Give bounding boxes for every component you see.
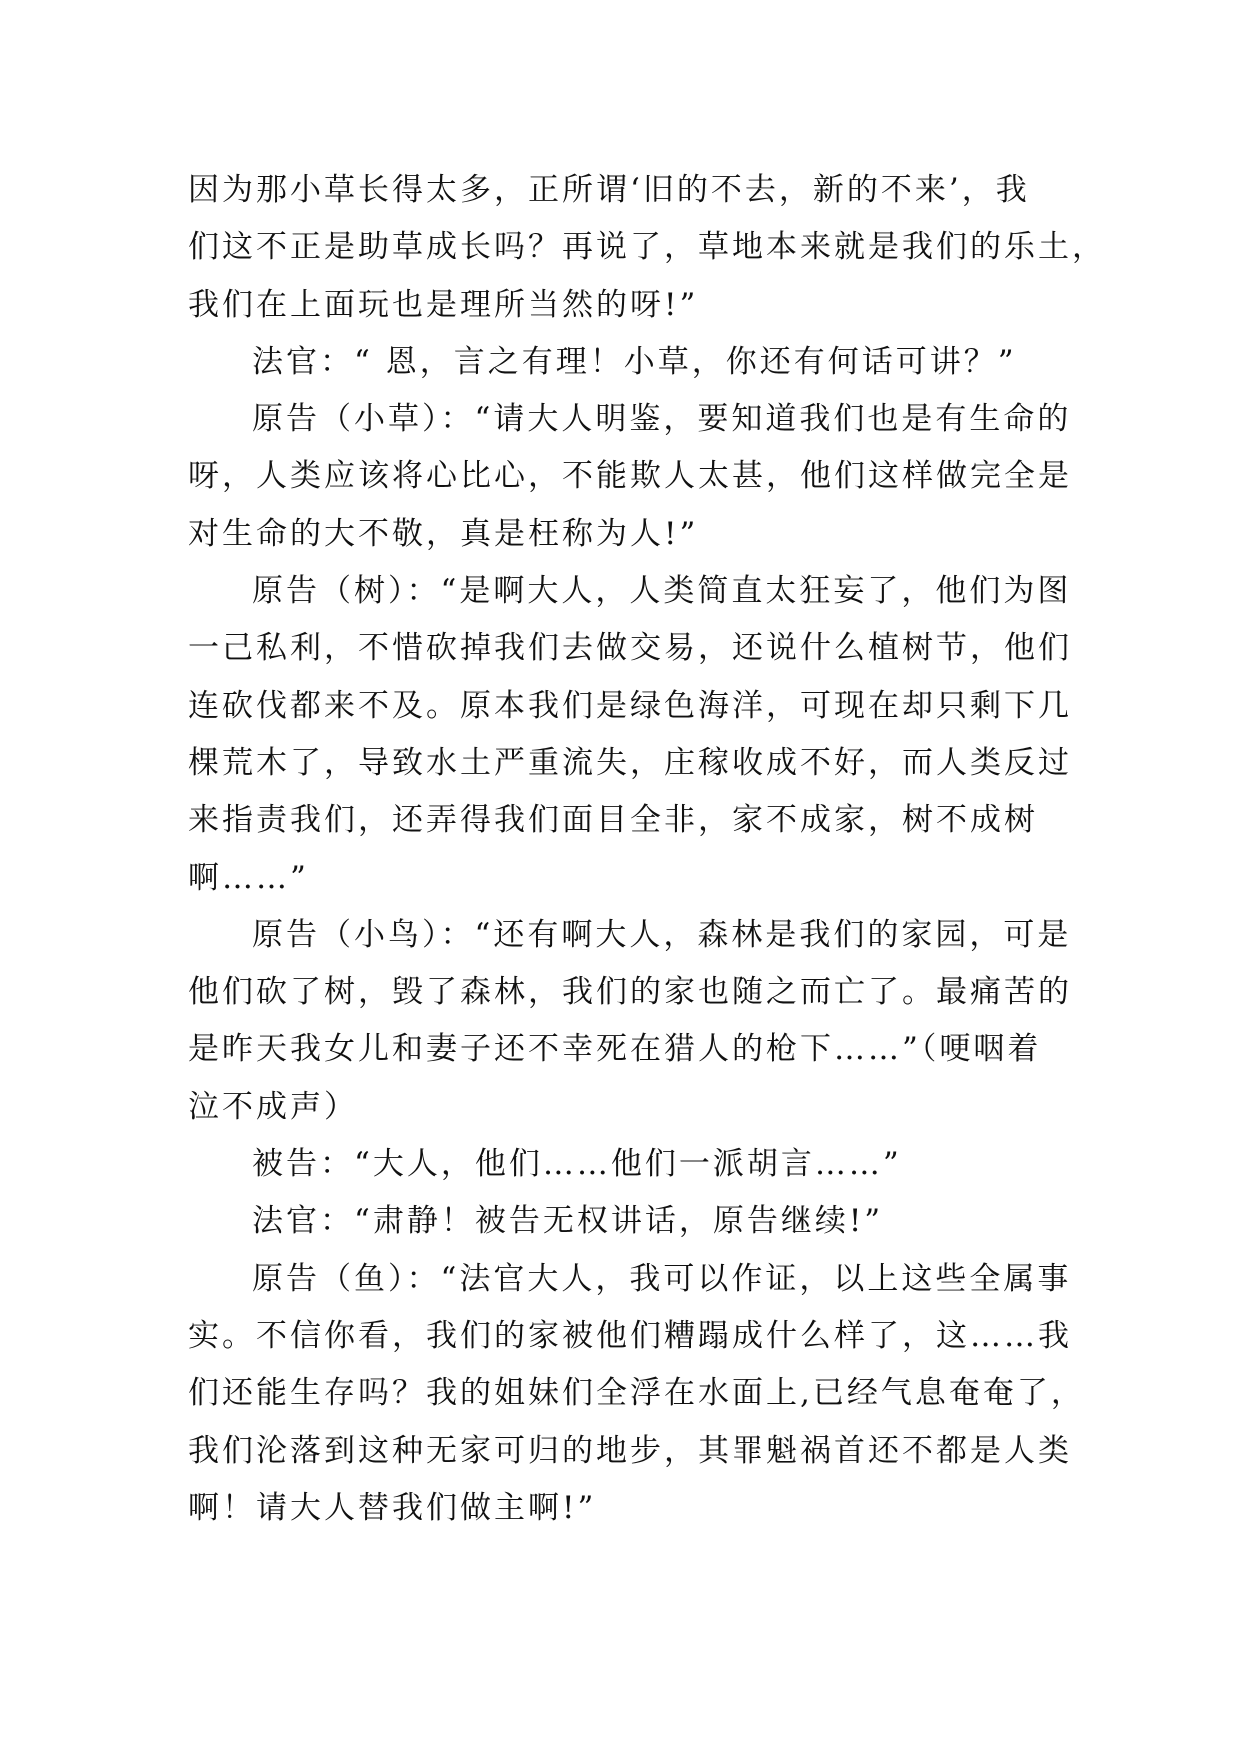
body-text — [188, 162, 1106, 1537]
text-line: 们还能生存吗？我的姐妹们全浮在水面上,已经气息奄奄了， — [188, 1375, 1085, 1412]
text-line: 棵荒木了，导致水土严重流失，庄稼收成不好，而人类反过 — [188, 744, 1072, 781]
text-line: 实。不信你看，我们的家被他们糟蹋成什么样了，这……我 — [188, 1317, 1072, 1354]
paragraph-start-line: 原告（鱼）：“法官大人，我可以作证，以上这些全属事 — [252, 1260, 1072, 1297]
text-line: 泣不成声） — [188, 1088, 358, 1125]
text-line: 对生命的大不敬，真是枉称为人!” — [188, 515, 699, 552]
text-line: 来指责我们，还弄得我们面目全非，家不成家，树不成树 — [188, 802, 1038, 839]
paragraph-start-line: 被告：“大人，他们……他们一派胡言……” — [252, 1146, 902, 1183]
text-line: 啊……” — [188, 859, 309, 896]
paragraph-start-line: 原告（小鸟）：“还有啊大人，森林是我们的家园，可是 — [252, 916, 1072, 953]
text-line: 连砍伐都来不及。原本我们是绿色海洋，可现在却只剩下几 — [188, 687, 1072, 724]
text-line: 他们砍了树，毁了森林，我们的家也随之而亡了。最痛苦的 — [188, 974, 1072, 1011]
text-line: 是昨天我女儿和妻子还不幸死在猎人的枪下……”（哽咽着 — [188, 1031, 1042, 1068]
text-line: 我们沦落到这种无家可归的地步，其罪魁祸首还不都是人类 — [188, 1432, 1072, 1469]
paragraph-start-line: 原告（树）：“是啊大人，人类简直太狂妄了，他们为图 — [252, 573, 1072, 610]
text-line: 呀，人类应该将心比心，不能欺人太甚，他们这样做完全是 — [188, 458, 1072, 495]
text-line: 我们在上面玩也是理所当然的呀!” — [188, 286, 699, 323]
paragraph-start-line: 法官：“ 恩，言之有理！小草，你还有何话可讲？” — [252, 343, 1017, 380]
paragraph-start-line: 法官：“肃静！被告无权讲话，原告继续!” — [252, 1203, 884, 1240]
paragraph-start-line: 原告（小草）：“请大人明鉴，要知道我们也是有生命的 — [252, 401, 1072, 438]
text-line: 们这不正是助草成长吗？再说了，草地本来就是我们的乐土， — [188, 229, 1106, 266]
text-line: 啊！请大人替我们做主啊!” — [188, 1489, 597, 1526]
text-line: 一己私利，不惜砍掉我们去做交易，还说什么植树节，他们 — [188, 630, 1072, 667]
text-line: 因为那小草长得太多，正所谓‘旧的不去，新的不来’，我 — [188, 172, 1030, 208]
